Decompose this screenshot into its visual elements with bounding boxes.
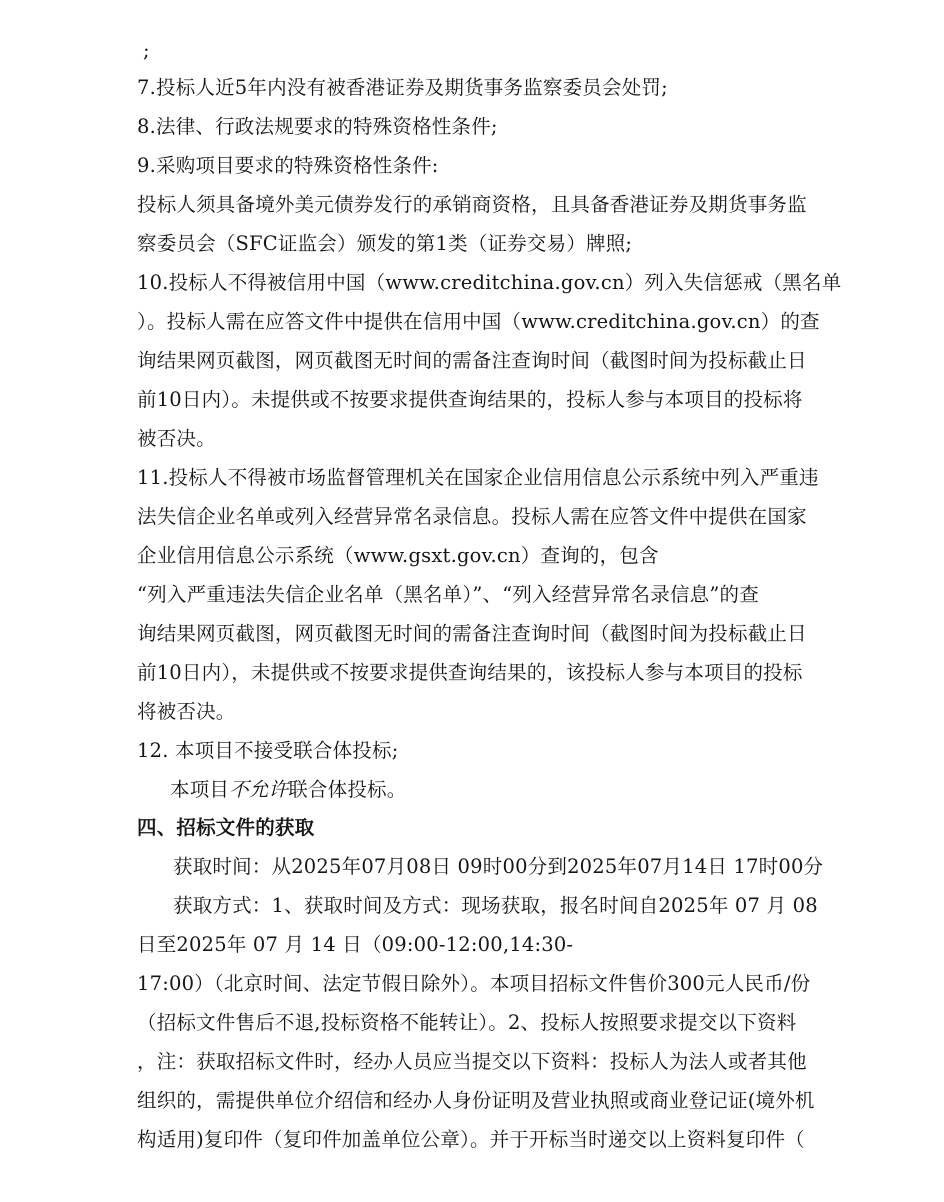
text-line: ; — [143, 39, 150, 62]
text-line: ）。投标人需在应答文件中提供在信用中国（www.creditchina.gov.cn）的查 — [137, 310, 820, 333]
text-line: 10.投标人不得被信用中国（www.creditchina.gov.cn）列入失信惩戒（黑名单 — [137, 271, 842, 294]
text-line: 日至2025年 07 月 14 日（09:00-12:00,14:30- — [137, 933, 574, 956]
consortium-line — [170, 777, 406, 803]
text-line: 17:00）（北京时间、法定节假日除外）。本项目招标文件售价300元人民币/份 — [137, 972, 811, 995]
acquire-time-line: 获取时间：从2025年07月08日 09时00分到2025年07月14日 17时00分 — [173, 855, 824, 878]
text-line: 8.法律、行政法规要求的特殊资格性条件; — [137, 115, 498, 138]
consortium-suffix: 联合体投标。 — [288, 778, 407, 801]
text-line: 询结果网页截图，网页截图无时间的需备注查询时间（截图时间为投标截止日 — [137, 349, 807, 372]
text-line: 被否决。 — [137, 427, 216, 450]
text-line: 询结果网页截图，网页截图无时间的需备注查询时间（截图时间为投标截止日 — [137, 622, 807, 645]
text-line: 构适用)复印件（复印件加盖单位公章）。并于开标当时递交以上资料复印件（ — [137, 1128, 805, 1151]
text-line: 9.采购项目要求的特殊资格性条件: — [137, 154, 439, 177]
text-line: “列入严重违法失信企业名单（黑名单）”、“列入经营异常名录信息”的查 — [137, 583, 759, 606]
text-line: 组织的，需提供单位介绍信和经办人身份证明及营业执照或商业登记证(境外机 — [137, 1089, 815, 1112]
text-line: 前10日内）。未提供或不按要求提供查询结果的，投标人参与本项目的投标将 — [137, 388, 803, 411]
text-line: （招标文件售后不退,投标资格不能转让）。2、投标人按照要求提交以下资料 — [137, 1011, 797, 1034]
section-heading: 四、招标文件的获取 — [137, 816, 315, 839]
text-line: 察委员会（SFC证监会）颁发的第1类（证券交易）牌照; — [137, 232, 633, 255]
text-line: 前10日内），未提供或不按要求提供查询结果的，该投标人参与本项目的投标 — [137, 661, 803, 684]
text-line: 7.投标人近5年内没有被香港证券及期货事务监察委员会处罚; — [137, 76, 668, 99]
acquire-method-line: 获取方式：1、获取时间及方式：现场获取，报名时间自2025年 07 月 08 — [173, 894, 818, 917]
text-line: 投标人须具备境外美元债券发行的承销商资格，且具备香港证券及期货事务监 — [137, 193, 807, 216]
consortium-emphasis: 不允许 — [229, 778, 289, 801]
text-line: 将被否决。 — [137, 700, 236, 723]
text-line: 11.投标人不得被市场监督管理机关在国家企业信用信息公示系统中列入严重违 — [137, 466, 819, 489]
text-line: 法失信企业名单或列入经营异常名录信息。投标人需在应答文件中提供在国家 — [137, 505, 807, 528]
text-line: ，注：获取招标文件时，经办人员应当提交以下资料：投标人为法人或者其他 — [137, 1050, 807, 1073]
consortium-prefix: 本项目 — [170, 778, 230, 801]
text-line: 12. 本项目不接受联合体投标; — [137, 739, 399, 762]
text-line: 企业信用信息公示系统（www.gsxt.gov.cn）查询的，包含 — [137, 544, 659, 567]
